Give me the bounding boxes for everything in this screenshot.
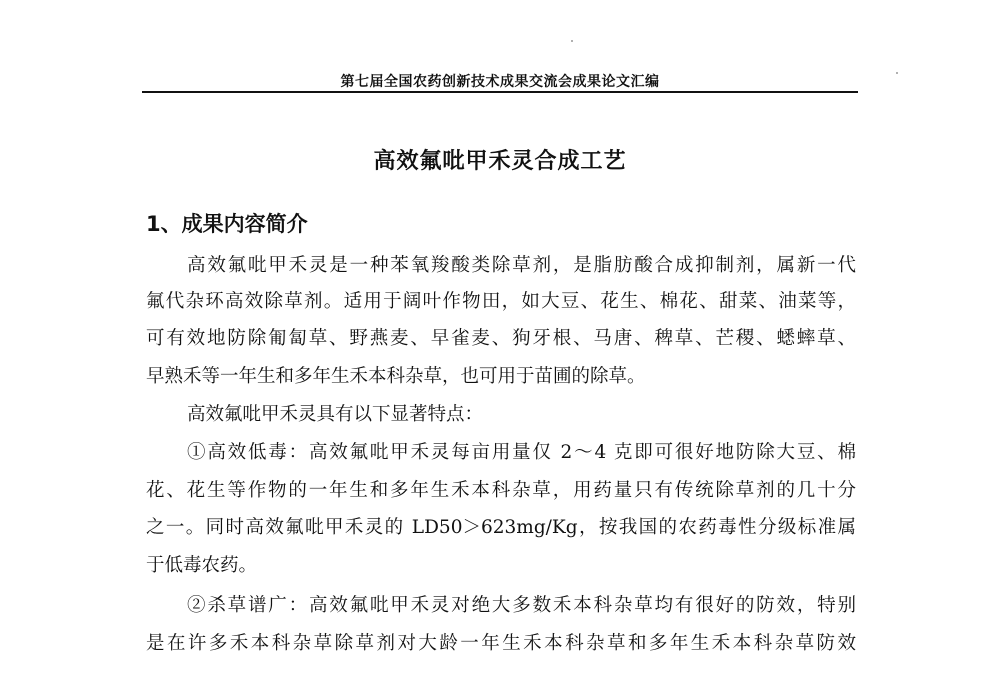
scan-speck <box>896 72 898 74</box>
body-line: 之一。同时高效氟吡甲禾灵的 LD50＞623mg/Kg，按我国的农药毒性分级标准属 <box>146 517 856 538</box>
body-line: ②杀草谱广：高效氟吡甲禾灵对绝大多数禾本科杂草均有很好的防效，特别 <box>187 595 856 616</box>
body-line: 高效氟吡甲禾灵具有以下显著特点： <box>187 404 484 425</box>
paper-title: 高效氟吡甲禾灵合成工艺 <box>373 149 627 174</box>
body-line: 早熟禾等一年生和多年生禾本科杂草，也可用于苗圃的除草。 <box>146 366 646 387</box>
running-head: 第七届全国农药创新技术成果交流会成果论文汇编 <box>340 74 660 90</box>
body-line: 可有效地防除匍匐草、野燕麦、早雀麦、狗牙根、马唐、稗草、芒稷、蟋蟀草、 <box>146 328 856 349</box>
scan-speck <box>571 40 573 42</box>
body-line: ①高效低毒：高效氟吡甲禾灵每亩用量仅 2～4 克即可很好地防除大豆、棉 <box>187 442 856 463</box>
header-rule <box>142 91 858 93</box>
body-line: 是在许多禾本科杂草除草剂对大龄一年生禾本科杂草和多年生禾本科杂草防效 <box>146 633 856 654</box>
body-line: 氟代杂环高效除草剂。适用于阔叶作物田，如大豆、花生、棉花、甜菜、油菜等， <box>146 291 856 312</box>
body-line: 花、花生等作物的一年生和多年生禾本科杂草，用药量只有传统除草剂的几十分 <box>146 480 856 501</box>
body-line: 高效氟吡甲禾灵是一种苯氧羧酸类除草剂，是脂肪酸合成抑制剂，属新一代 <box>187 255 856 276</box>
section-heading: 1、成果内容简介 <box>146 212 308 236</box>
body-line: 于低毒农药。 <box>146 555 258 576</box>
